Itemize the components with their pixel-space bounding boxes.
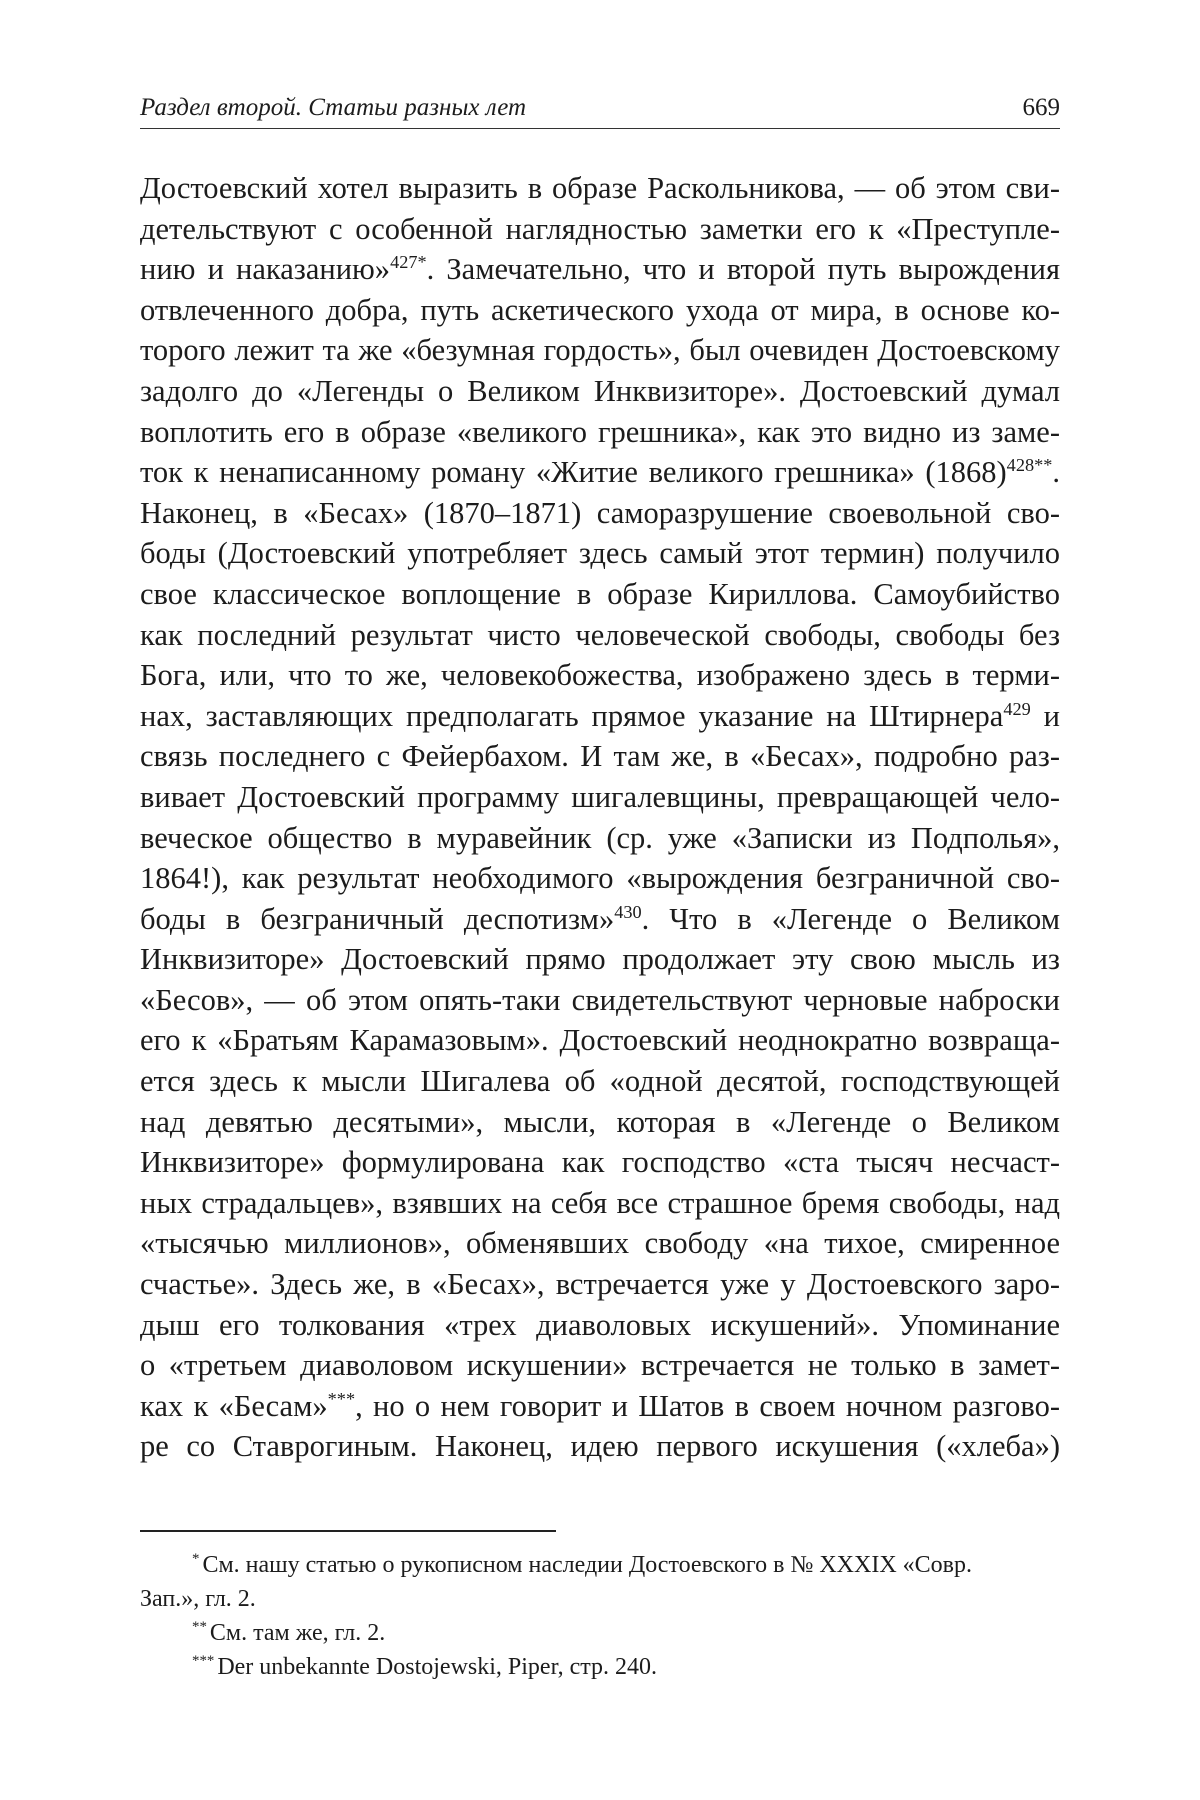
text-segment: нию и наказанию» (140, 252, 391, 287)
footnote-text: См. нашу статью о рукописном наследии Достоевского в № XXXIX «Совр. (202, 1552, 972, 1578)
text-line (140, 777, 1060, 818)
text-segment: воплотить его в образе «великого грешника», как это видно из заме- (140, 414, 1060, 449)
text-segment: связь последнего с Фейербахом. И там же, в «Бесах», подробно раз- (140, 739, 1060, 774)
text-line (140, 452, 1060, 493)
text-segment: боды в безграничный деспотизм» (140, 901, 615, 936)
text-line (140, 493, 1060, 534)
text-segment: свое классическое воплощение в образе Кириллова. Самоубийство (140, 576, 1060, 611)
text-segment: ных страдальцев», взявших на себя все страшное бремя свободы, над (140, 1185, 1060, 1220)
text-segment: отвлеченного добра, путь аскетического ухода от мира, в основе ко- (140, 292, 1060, 327)
footnote-separator (140, 1530, 556, 1532)
text-segment: счастье». Здесь же, в «Бесах», встречается уже у Достоевского заро- (140, 1267, 1060, 1302)
text-line (140, 939, 1060, 980)
text-segment: боды (Достоевский употребляет здесь самый этот термин) получило (140, 536, 1060, 571)
text-line (140, 1386, 1060, 1427)
text-segment: Бога, или, что то же, человекобожества, изображено здесь в терми- (140, 658, 1060, 693)
text-segment: веческое общество в муравейник (ср. уже «Записки из Подполья», (140, 820, 1060, 855)
text-line (140, 1020, 1060, 1061)
footnote-reference: 428** (1006, 455, 1053, 475)
footnote-reference: 429 (1003, 698, 1031, 719)
text-segment: Инквизиторе» Достоевский прямо продолжает эту свою мысль из (140, 942, 1060, 977)
footnote-text: Зап.», гл. 2. (140, 1586, 256, 1612)
text-segment: «Бесов», — об этом опять-таки свидетельствуют черновые наброски (140, 982, 1060, 1017)
text-segment: ток к ненаписанному роману «Житие великого грешника» (1868) (140, 455, 1007, 490)
text-line (140, 696, 1060, 737)
text-line (140, 736, 1060, 777)
text-line (140, 1305, 1060, 1346)
text-line (140, 533, 1060, 574)
text-line (140, 1264, 1060, 1305)
footnote-reference: 427* (390, 252, 427, 273)
footnote-line (140, 1582, 1060, 1616)
running-header (140, 94, 1060, 129)
text-segment: торого лежит та же «безумная гордость», был очевиден Достоевскому (140, 333, 1060, 368)
text-segment: Инквизиторе» формулирована как господство «ста тысяч несчаст- (140, 1145, 1060, 1180)
text-segment: . Замечательно, что и второй путь вырождения (426, 252, 1060, 287)
text-segment: 1864!), как результат необходимого «вырождения безграничной сво- (140, 861, 1060, 896)
footnote-mark: * (192, 1551, 200, 1567)
text-segment: . (1052, 455, 1060, 490)
text-line (140, 818, 1060, 859)
text-segment: . Что в «Легенде о Великом (641, 901, 1060, 936)
page-number: 669 (1022, 94, 1060, 121)
text-line (140, 1183, 1060, 1224)
running-title: Раздел второй. Статьи разных лет (140, 94, 527, 121)
text-segment: детельствуют с особенной наглядностью заметки его к «Преступле- (140, 211, 1060, 246)
text-segment: ре со Ставрогиным. Наконец, идею первого искушения («хлеба») (140, 1429, 1060, 1464)
text-segment: «тысячью миллионов», обменявших свободу «на тихое, смиренное (140, 1226, 1060, 1261)
footnote-text: См. там же, гл. 2. (209, 1620, 386, 1646)
text-segment: нах, заставляющих предполагать прямое указание на Штирнера (140, 698, 1004, 733)
text-line (140, 371, 1060, 412)
text-segment: Достоевский хотел выразить в образе Раскольникова, — об этом сви- (140, 171, 1060, 205)
text-segment: задолго до «Легенды о Великом Инквизиторе». Достоевский думал (140, 373, 1060, 408)
text-segment: Наконец, в «Бесах» (1870–1871) саморазрушение своевольной сво- (140, 495, 1060, 530)
text-line (140, 1345, 1060, 1386)
text-segment: ках к «Бесам» (140, 1388, 328, 1423)
text-segment: ется здесь к мысли Шигалева об «одной десятой, господствующей (140, 1064, 1060, 1099)
text-segment: дыш его толкования «трех диаволовых искушений». Упоминание (140, 1307, 1060, 1342)
text-line (140, 1142, 1060, 1183)
text-segment: как последний результат чисто человеческой свободы, свободы без (140, 617, 1060, 652)
footnote-text: Der unbekannte Dostojewski, Piper, стр. 240. (217, 1654, 658, 1680)
text-segment: над девятью десятыми», мысли, которая в «Легенде о Великом (140, 1104, 1060, 1139)
text-segment: и (1030, 698, 1060, 733)
text-line (140, 615, 1060, 656)
body-text (140, 168, 1060, 1467)
footnote-reference: 430 (614, 901, 642, 922)
text-line (140, 655, 1060, 696)
text-line (140, 1061, 1060, 1102)
footnote-reference: *** (327, 1388, 356, 1409)
text-segment: его к «Братьям Карамазовым». Достоевский неоднократно возвраща- (140, 1023, 1060, 1058)
text-line (140, 899, 1060, 940)
text-line (140, 1102, 1060, 1143)
text-line (140, 330, 1060, 371)
text-segment: вивает Достоевский программу шигалевщины, превращающей чело- (140, 779, 1060, 814)
footnote-line (140, 1650, 1060, 1684)
text-line (140, 290, 1060, 331)
text-line (140, 249, 1060, 290)
text-line (140, 412, 1060, 453)
text-line (140, 168, 1060, 209)
text-segment: о «третьем диаволовом искушении» встречается не только в замет- (140, 1348, 1060, 1383)
footnote-mark: *** (192, 1653, 215, 1669)
footnote-line (140, 1616, 1060, 1650)
text-line (140, 1426, 1060, 1467)
footnote-line (140, 1548, 1060, 1582)
text-segment: , но о нем говорит и Шатов в своем ночном разгово- (355, 1388, 1060, 1423)
text-line (140, 858, 1060, 899)
footnote-mark: ** (192, 1619, 207, 1635)
text-line (140, 1223, 1060, 1264)
text-line (140, 574, 1060, 615)
text-line (140, 209, 1060, 250)
text-line (140, 980, 1060, 1021)
footnotes (140, 1548, 1060, 1684)
